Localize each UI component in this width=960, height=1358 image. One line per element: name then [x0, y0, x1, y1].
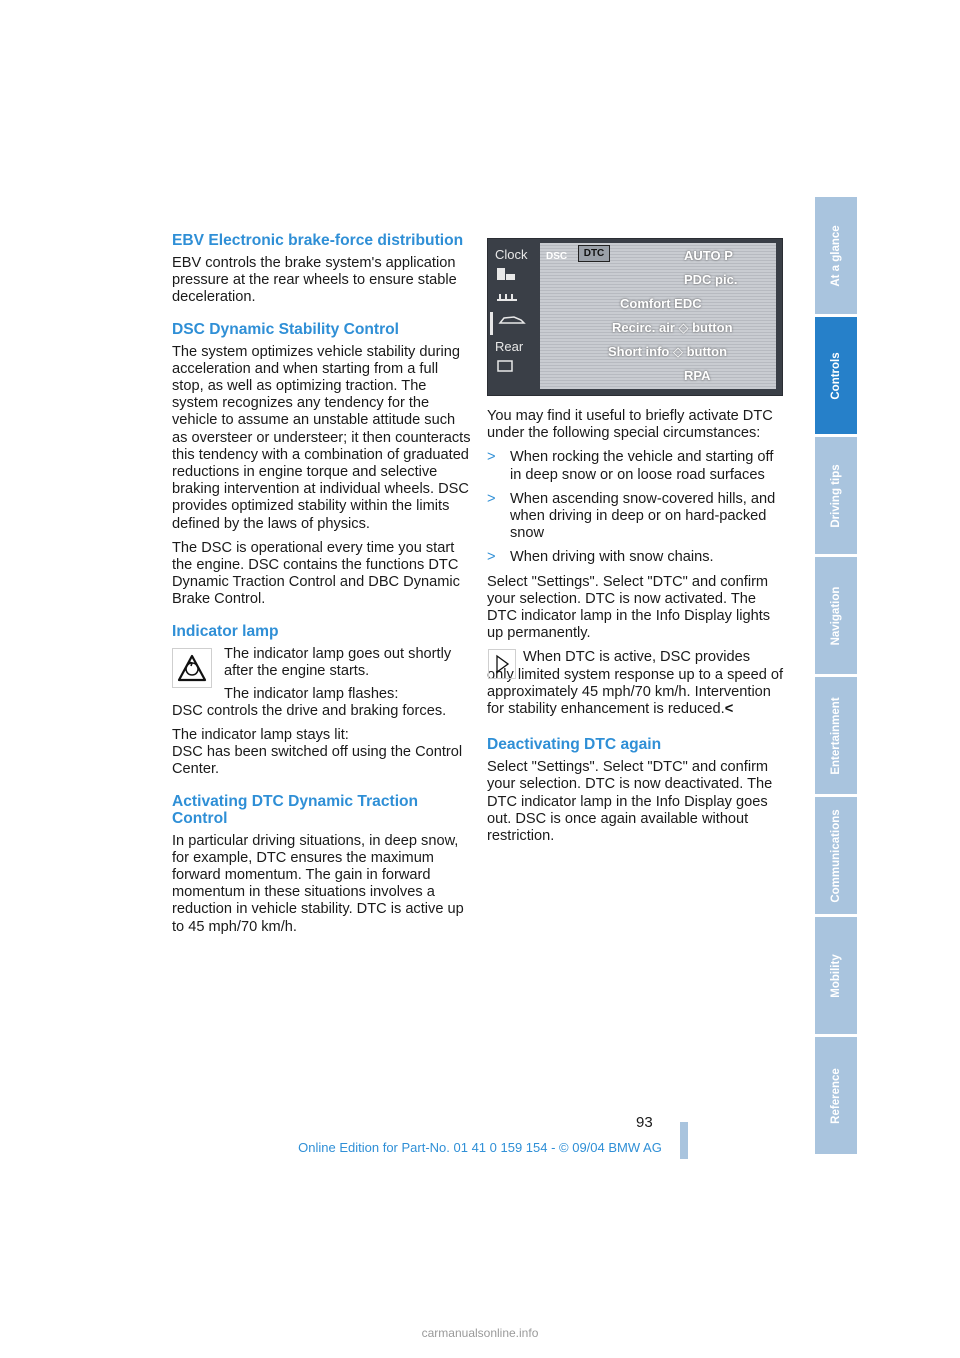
side-icon-screen — [490, 358, 536, 381]
menu-recirc: Recirc. air ◇ button — [612, 320, 733, 335]
tab-communications[interactable]: Communications — [815, 797, 857, 914]
side-icon-seat — [490, 266, 536, 289]
tab-controls[interactable]: Controls — [815, 317, 857, 434]
footer-edition: Online Edition for Part-No. 01 41 0 159 154 - © 09/04 BMW AG — [298, 1140, 662, 1155]
indicator-block — [172, 646, 472, 686]
note-text-a: When DTC is active, DSC provides — [523, 649, 751, 666]
dsc-tab-label: DSC — [546, 251, 568, 262]
note-play-icon — [488, 649, 516, 679]
watermark: carmanualsonline.info — [421, 1326, 539, 1340]
bullet-marker: > — [487, 490, 496, 507]
indicator-heading: Indicator lamp — [172, 622, 279, 640]
menu-short-info: Short info ◇ button — [608, 344, 728, 359]
indicator-lit-text: DSC has been switched off using the Control Center. — [172, 744, 463, 778]
side-icon-bars — [490, 289, 536, 312]
dsc-text-1: The system optimizes vehicle stability during acceleration and when starting from a full stop, as well as optimizing traction. The system recognizes any tendency for the vehicle to assume an unstable attitude such as oversteer or understeer; it then counteracts this tendency with a combination of graduated reductions in engine torque and selective braking intervention at individual wheels. DSC provides optimized stability within the limits defined by the laws of physics. — [172, 343, 471, 532]
side-icon-car — [490, 312, 536, 335]
dsc-text-2: The DSC is operational every time you start the engine. DSC contains the functions DTC Dynamic Traction Control and DBC Dynamic Brake Control. — [172, 539, 460, 608]
deactivating-heading: Deactivating DTC again — [487, 736, 662, 754]
right-column — [487, 228, 787, 852]
tab-navigation[interactable]: Navigation — [815, 557, 857, 674]
tab-entertainment[interactable]: Entertainment — [815, 677, 857, 794]
indicator-text-1: The indicator lamp goes out shortly after the engine starts. — [224, 645, 452, 679]
left-column — [172, 228, 472, 943]
display-screenshot — [487, 238, 783, 396]
tab-reference[interactable]: Reference — [815, 1037, 857, 1154]
menu-pdc: PDC pic. — [684, 272, 738, 287]
menu-auto-p: AUTO P — [684, 248, 733, 263]
tab-at-a-glance[interactable]: At a glance — [815, 197, 857, 314]
chapter-tabs — [815, 197, 857, 1157]
ebv-heading: EBV Electronic brake-force distribution — [172, 232, 464, 249]
indicator-flash-text: DSC controls the drive and braking forces. — [172, 702, 447, 719]
display-sidebar — [490, 243, 536, 381]
ebv-text: EBV controls the brake system's application pressure at the rear wheels to ensure stable deceleration. — [172, 255, 457, 306]
page-number: 93 — [636, 1114, 653, 1131]
bullet-marker: > — [487, 549, 496, 566]
side-clock: Clock — [495, 247, 528, 262]
dsc-warning-icon — [172, 648, 212, 688]
bullet-item: > When rocking the vehicle and starting off in deep snow or on loose road surfaces — [487, 449, 774, 483]
activating-heading: Activating DTC Dynamic Traction Control — [172, 792, 419, 827]
dsc-heading: DSC Dynamic Stability Control — [172, 320, 400, 338]
note-block — [487, 649, 787, 718]
menu-comfort: Comfort EDC — [620, 296, 702, 311]
side-rear: Rear — [495, 339, 524, 354]
activate-instructions: Select "Settings". Select "DTC" and confirm your selection. DTC is now activated. The DTC indicator lamp in the Info Display lights up permanently. — [487, 573, 771, 642]
indicator-flash-label: The indicator lamp flashes: — [224, 685, 399, 702]
bullet-item: > When ascending snow-covered hills, and when driving in deep or on hard-packed snow — [487, 490, 776, 542]
tab-mobility[interactable]: Mobility — [815, 917, 857, 1034]
activating-text: In particular driving situations, in deep snow, for example, DTC ensures the maximum forward momentum. The gain in forward momentum in these situations involves a reduction in vehicle stability. DTC is active up to 45 mph/70 km/h. — [172, 832, 464, 935]
menu-rpa: RPA — [684, 368, 711, 383]
dtc-tab-label: DTC — [578, 245, 610, 262]
dtc-intro: You may find it useful to briefly activate DTC under the following special circumstances: — [487, 408, 773, 442]
display-menu — [540, 243, 776, 389]
indicator-lit-label: The indicator lamp stays lit: — [172, 727, 349, 744]
deactivate-instructions: Select "Settings". Select "DTC" and confirm your selection. DTC is now deactivated. The DTC indicator lamp in the Info Display goes out. DSC is once again available without restriction. — [487, 759, 773, 845]
tab-driving-tips[interactable]: Driving tips — [815, 437, 857, 554]
bullet-item: > When driving with snow chains. — [487, 549, 714, 566]
note-text-b: only limited system response up to a speed of approximately 45 mph/70 km/h. Intervention for stability enhancement is reduced.< — [487, 666, 784, 718]
bullet-marker: > — [487, 449, 496, 466]
